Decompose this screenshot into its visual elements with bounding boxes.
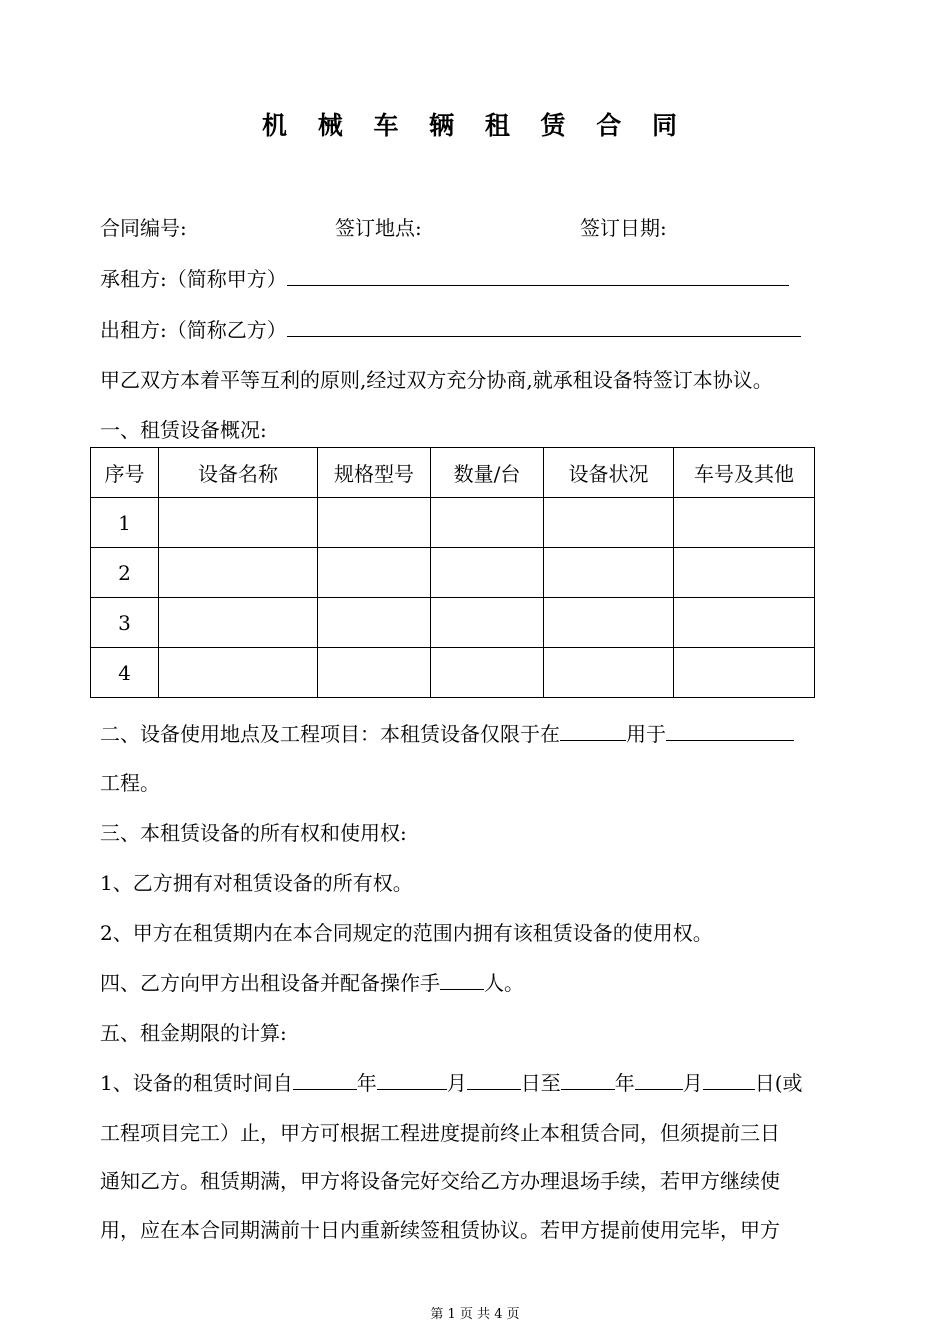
- sign-date-label: 签订日期:: [580, 216, 667, 240]
- section2-text-a: 二、设备使用地点及工程项目：本租赁设备仅限于在: [100, 722, 560, 746]
- sign-place-label: 签订地点:: [335, 216, 422, 240]
- location-blank[interactable]: [560, 722, 626, 741]
- table-cell[interactable]: [431, 648, 544, 698]
- end-year-blank[interactable]: [561, 1071, 615, 1090]
- section2-line1: [100, 718, 794, 747]
- lessor-line: [100, 314, 801, 343]
- section1-heading: 一、租赁设备概况:: [100, 418, 267, 442]
- table-cell[interactable]: [544, 598, 674, 648]
- section5-date-line: [100, 1067, 803, 1096]
- lease-period-prefix: 1、设备的租赁时间自: [100, 1071, 293, 1095]
- table-row: [91, 648, 815, 698]
- day-to-label: 日至: [520, 1071, 561, 1095]
- section5-line2: 工程项目完工）止，甲方可根据工程进度提前终止本租赁合同，但须提前三日: [100, 1121, 780, 1145]
- month-label: 月: [446, 1071, 467, 1095]
- year-label: 年: [356, 1071, 377, 1095]
- table-cell[interactable]: [544, 548, 674, 598]
- equipment-table: [90, 447, 815, 698]
- lessee-label: 承租方:（简称甲方）: [100, 267, 287, 291]
- table-cell[interactable]: [431, 598, 544, 648]
- project-blank[interactable]: [666, 722, 794, 741]
- operator-count-blank[interactable]: [440, 971, 484, 990]
- lessor-label: 出租方:（简称乙方）: [100, 318, 287, 342]
- table-cell[interactable]: [159, 498, 318, 548]
- section3-item2: 2、甲方在租赁期内在本合同规定的范围内拥有该租赁设备的使用权。: [100, 921, 713, 945]
- table-cell[interactable]: [544, 498, 674, 548]
- contract-no-label: 合同编号:: [100, 216, 187, 240]
- table-cell[interactable]: [318, 548, 431, 598]
- col-header-condition: 设备状况: [544, 448, 674, 498]
- table-cell[interactable]: [318, 598, 431, 648]
- start-day-blank[interactable]: [467, 1071, 521, 1090]
- row-number: 3: [91, 598, 159, 648]
- table-cell[interactable]: [544, 648, 674, 698]
- row-number: 4: [91, 648, 159, 698]
- table-cell[interactable]: [431, 498, 544, 548]
- section5-line3: 通知乙方。租赁期满，甲方将设备完好交给乙方办理退场手续，若甲方继续使: [100, 1169, 780, 1193]
- table-cell[interactable]: [159, 648, 318, 698]
- start-year-blank[interactable]: [293, 1071, 357, 1090]
- end-day-blank[interactable]: [703, 1071, 755, 1090]
- end-month-blank[interactable]: [635, 1071, 683, 1090]
- lessee-blank[interactable]: [287, 267, 789, 286]
- row-number: 2: [91, 548, 159, 598]
- section4-text-b: 人。: [484, 971, 524, 995]
- table-row: [91, 548, 815, 598]
- table-cell[interactable]: [674, 648, 815, 698]
- table-cell[interactable]: [674, 498, 815, 548]
- col-header-qty: 数量/台: [431, 448, 544, 498]
- section5-line4: 用，应在本合同期满前十日内重新续签租赁协议。若甲方提前使用完毕，甲方: [100, 1218, 780, 1242]
- day-or-label: 日(或: [754, 1071, 803, 1095]
- section4-line: [100, 967, 524, 996]
- col-header-no: 序号: [91, 448, 159, 498]
- section3-item1: 1、乙方拥有对租赁设备的所有权。: [100, 871, 413, 895]
- lessee-line: [100, 263, 789, 292]
- col-header-model: 规格型号: [318, 448, 431, 498]
- month-label: 月: [682, 1071, 703, 1095]
- section4-text-a: 四、乙方向甲方出租设备并配备操作手: [100, 971, 440, 995]
- table-cell[interactable]: [674, 598, 815, 648]
- table-row: [91, 498, 815, 548]
- row-number: 1: [91, 498, 159, 548]
- intro-paragraph: 甲乙双方本着平等互利的原则,经过双方充分协商,就承租设备特签订本协议。: [100, 368, 773, 392]
- table-cell[interactable]: [431, 548, 544, 598]
- table-cell[interactable]: [318, 498, 431, 548]
- lessor-blank[interactable]: [287, 318, 801, 337]
- section5-heading: 五、租金期限的计算:: [100, 1021, 287, 1045]
- table-header-row: [91, 448, 815, 498]
- start-month-blank[interactable]: [377, 1071, 447, 1090]
- table-cell[interactable]: [159, 548, 318, 598]
- page-footer: 第 1 页 共 4 页: [430, 1307, 520, 1322]
- table-row: [91, 598, 815, 648]
- table-cell[interactable]: [674, 548, 815, 598]
- section2-text-b: 用于: [626, 722, 666, 746]
- table-cell[interactable]: [318, 648, 431, 698]
- table-cell[interactable]: [159, 598, 318, 648]
- col-header-plate: 车号及其他: [674, 448, 815, 498]
- col-header-name: 设备名称: [159, 448, 318, 498]
- document-title: 机 械 车 辆 租 赁 合 同: [262, 111, 688, 140]
- section3-heading: 三、本租赁设备的所有权和使用权:: [100, 821, 407, 845]
- section2-line2: 工程。: [100, 771, 160, 795]
- year-label: 年: [614, 1071, 635, 1095]
